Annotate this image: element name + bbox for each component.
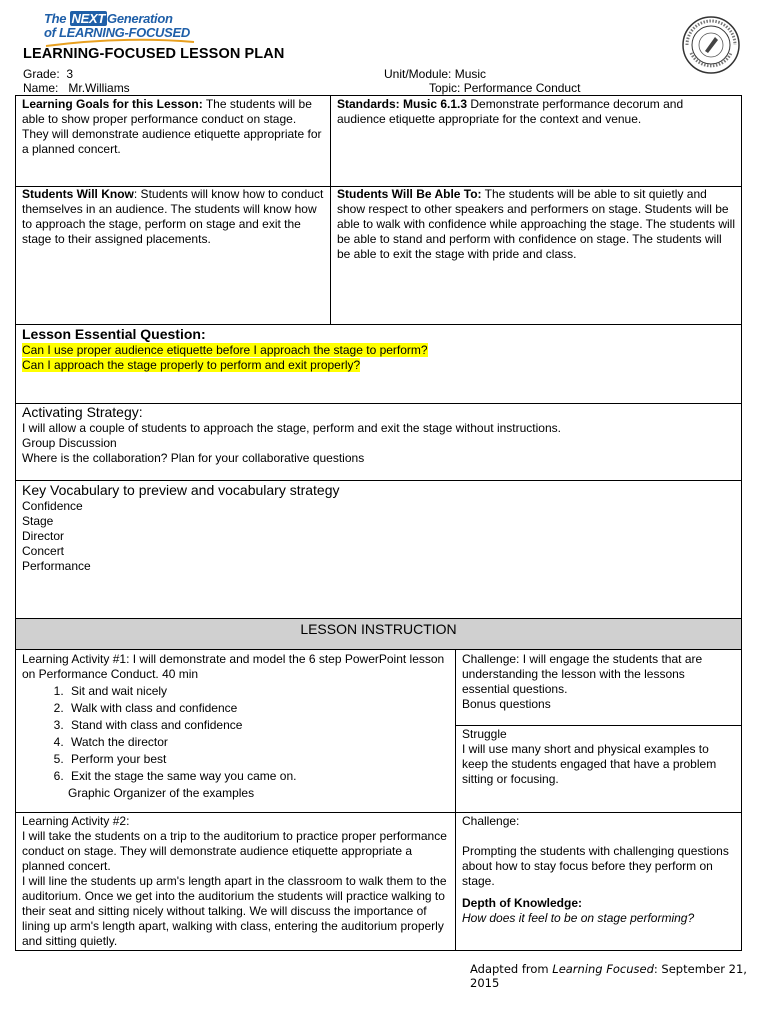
vocab-word: Confidence <box>22 499 83 513</box>
vocabulary-heading: Key Vocabulary to preview and vocabulary strategy <box>22 482 340 498</box>
activity-1-steps <box>22 683 449 785</box>
grade-line: Grade: 3 <box>23 67 74 81</box>
list-item: 3. Stand with class and confidence <box>67 717 449 734</box>
students-able-to-cell: Students Will Be Able To: The students will be able to sit quietly and show respect to other speakers and performers on stage. Students will be able to walk with confidence while approaching the stage. The students will be able to stand and perform with confidence on stage. The students will be able to exit the stage with pride and class. <box>337 187 736 261</box>
lesson-instruction-header: LESSON INSTRUCTION <box>15 618 742 650</box>
district-seal-icon <box>681 15 741 75</box>
challenge-2-cell: Challenge: Prompting the students with challenging questions about how to stay focus before they perform on stage. Depth of Knowledge: How does it feel to be on stage performing? <box>462 814 729 925</box>
topic-line: Topic: Performance Conduct <box>429 81 581 95</box>
footer-attribution: Adapted from Learning Focused: September 21, 2015 <box>470 962 747 990</box>
name-line: Name: Mr.Williams <box>23 81 130 95</box>
list-item: 5. Perform your best <box>67 751 449 768</box>
struggle-cell: Struggle I will use many short and physical examples to keep the students engaged that have a problem sitting or focusing. <box>462 727 717 786</box>
challenge-1-cell: Challenge: I will engage the students that are understanding the lesson with the lessons essential questions. Bonus questions <box>462 652 703 711</box>
vocabulary-cell <box>16 481 740 575</box>
depth-of-knowledge-label: Depth of Knowledge: <box>462 896 582 910</box>
logo-line2: of LEARNING-FOCUSED <box>44 25 190 40</box>
list-item: 1. Sit and wait nicely <box>67 683 449 700</box>
vocab-word: Stage <box>22 514 54 528</box>
learning-activity-1-cell: Learning Activity #1: I will demonstrate and model the 6 step PowerPoint lesson on Performance Conduct. 40 min 1. Sit and wait nicely 2. Walk with class and confidence 3. Stand with class and confidence 4. Watch the director 5. Perform your best 6. Exit the stage the same way you came on. Graphic Organizer of the examples <box>16 651 455 803</box>
logo-next: NEXT <box>71 11 106 26</box>
vocab-word: Concert <box>22 544 65 558</box>
document-title: LEARNING-FOCUSED LESSON PLAN <box>23 46 285 62</box>
logo <box>44 12 194 44</box>
vocab-word: Performance <box>22 559 91 573</box>
logo-line1: The NEXT Generation <box>44 11 173 26</box>
essential-question-heading: Lesson Essential Question: <box>22 326 206 342</box>
essential-question-cell <box>16 325 740 374</box>
vocab-word: Director <box>22 529 65 543</box>
list-item: 6. Exit the stage the same way you came on. <box>67 768 449 785</box>
learning-activity-2-cell: Learning Activity #2: I will take the students on a trip to the auditorium to practice proper performance conduct on stage. They will demonstrate audience etiquette appropriate a planned concert. I will line the students up arm's length apart in the classroom to walk them to the auditorium. Once we get into the auditorium the students will practice walking to their seat and sitting nicely without talking. We will discuss the importance of lining up arm's length apart, walking with class, entering the auditorium properly and sitting quietly. <box>22 814 447 948</box>
list-item: 4. Watch the director <box>67 734 449 751</box>
depth-of-knowledge-question: How does it feel to be on stage performing? <box>462 911 695 925</box>
students-will-know-cell: Students Will Know: Students will know how to conduct themselves in an audience. The students will know how to approach the stage, perform on stage and exit the stage to their assigned placements. <box>22 187 324 246</box>
activating-strategy-heading: Activating Strategy: <box>22 404 143 420</box>
standards-cell: Standards: Music 6.1.3 Demonstrate performance decorum and audience etiquette appropriate for the context and venue. <box>337 97 684 126</box>
list-item: 2. Walk with class and confidence <box>67 700 449 717</box>
essential-question-1: Can I use proper audience etiquette before I approach the stage to perform? <box>22 343 428 357</box>
activating-strategy-cell: Activating Strategy: I will allow a couple of students to approach the stage, perform and exit the stage without instructions. Group Discussion Where is the collaboration? Plan for your collaborative questions <box>16 403 740 467</box>
essential-question-2: Can I approach the stage properly to perform and exit properly? <box>22 358 361 372</box>
unit-line: Unit/Module: Music <box>384 67 487 81</box>
learning-goals-cell: Learning Goals for this Lesson: The students will be able to show proper performance conduct on stage. They will demonstrate audience etiquette appropriate for a planned concert. <box>22 97 322 156</box>
